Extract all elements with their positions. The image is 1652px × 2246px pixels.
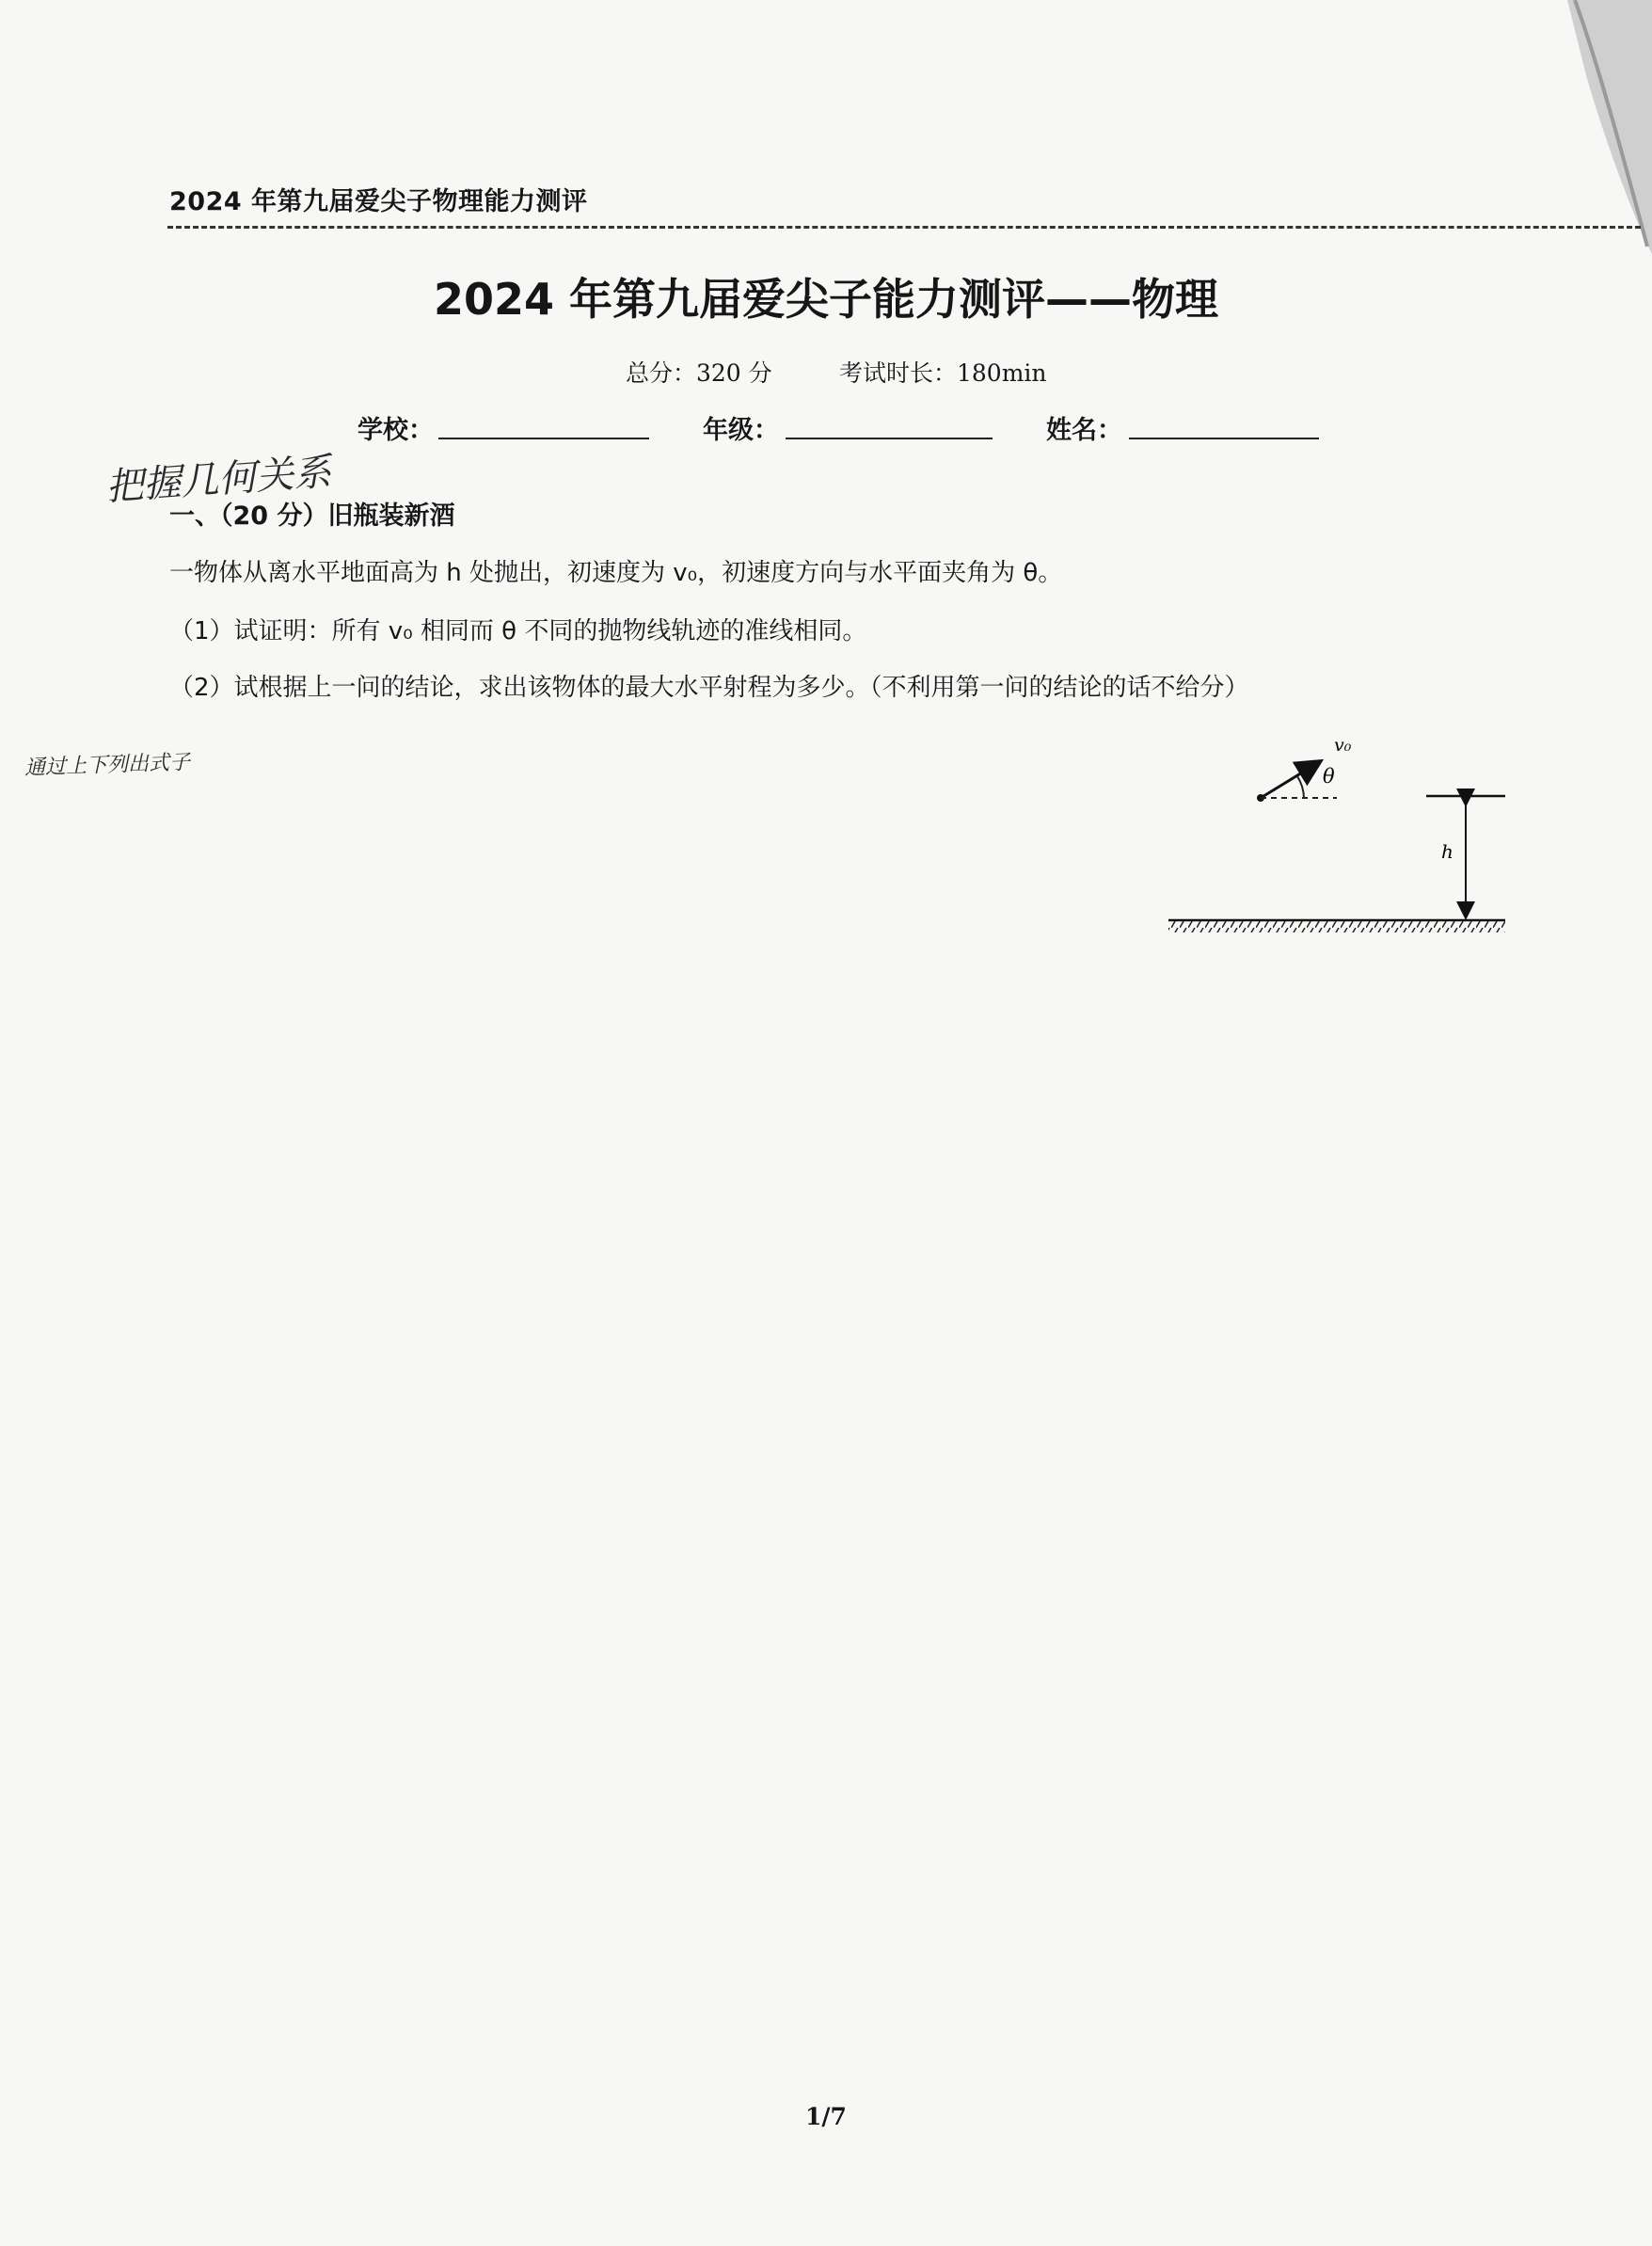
name-field[interactable] bbox=[1129, 438, 1319, 439]
page-curl-shadow bbox=[1530, 0, 1652, 254]
ground bbox=[1168, 920, 1505, 932]
question-2: （2）试根据上一问的结论，求出该物体的最大水平射程为多少。（不利用第一问的结论的话不给分） bbox=[169, 674, 1249, 702]
running-header: 2024 年第九届爱尖子物理能力测评 bbox=[169, 187, 588, 216]
school-field[interactable] bbox=[438, 438, 649, 439]
angle-arc bbox=[1297, 776, 1304, 798]
problem-intro: 一物体从离水平地面高为 h 处抛出，初速度为 v₀，初速度方向与水平面夹角为 θ。 bbox=[169, 559, 1063, 587]
grade-field[interactable] bbox=[786, 438, 993, 439]
section-heading: 一、（20 分）旧瓶装新酒 bbox=[169, 502, 455, 531]
angle-label: θ bbox=[1323, 765, 1335, 788]
height-label: h bbox=[1441, 840, 1453, 863]
grade-label: 年级： bbox=[703, 416, 779, 445]
name-label: 姓名： bbox=[1046, 416, 1122, 445]
handwritten-note-top: 把握几何关系 bbox=[103, 450, 333, 510]
velocity-label: v₀ bbox=[1334, 735, 1352, 756]
velocity-arrow bbox=[1261, 762, 1319, 798]
school-label: 学校： bbox=[357, 416, 434, 445]
projectile-diagram bbox=[1163, 725, 1520, 941]
page-number: 1/7 bbox=[805, 2103, 847, 2130]
total-score: 总分：320 分 bbox=[626, 359, 772, 387]
handwritten-note-left: 通过上下列出式子 bbox=[24, 750, 191, 781]
page-title: 2024 年第九届爱尖子能力测评——物理 bbox=[433, 274, 1219, 325]
header-divider bbox=[167, 226, 1641, 229]
question-1: （1）试证明：所有 v₀ 相同而 θ 不同的抛物线轨迹的准线相同。 bbox=[169, 617, 867, 645]
exam-duration: 考试时长：180min bbox=[839, 359, 1047, 387]
